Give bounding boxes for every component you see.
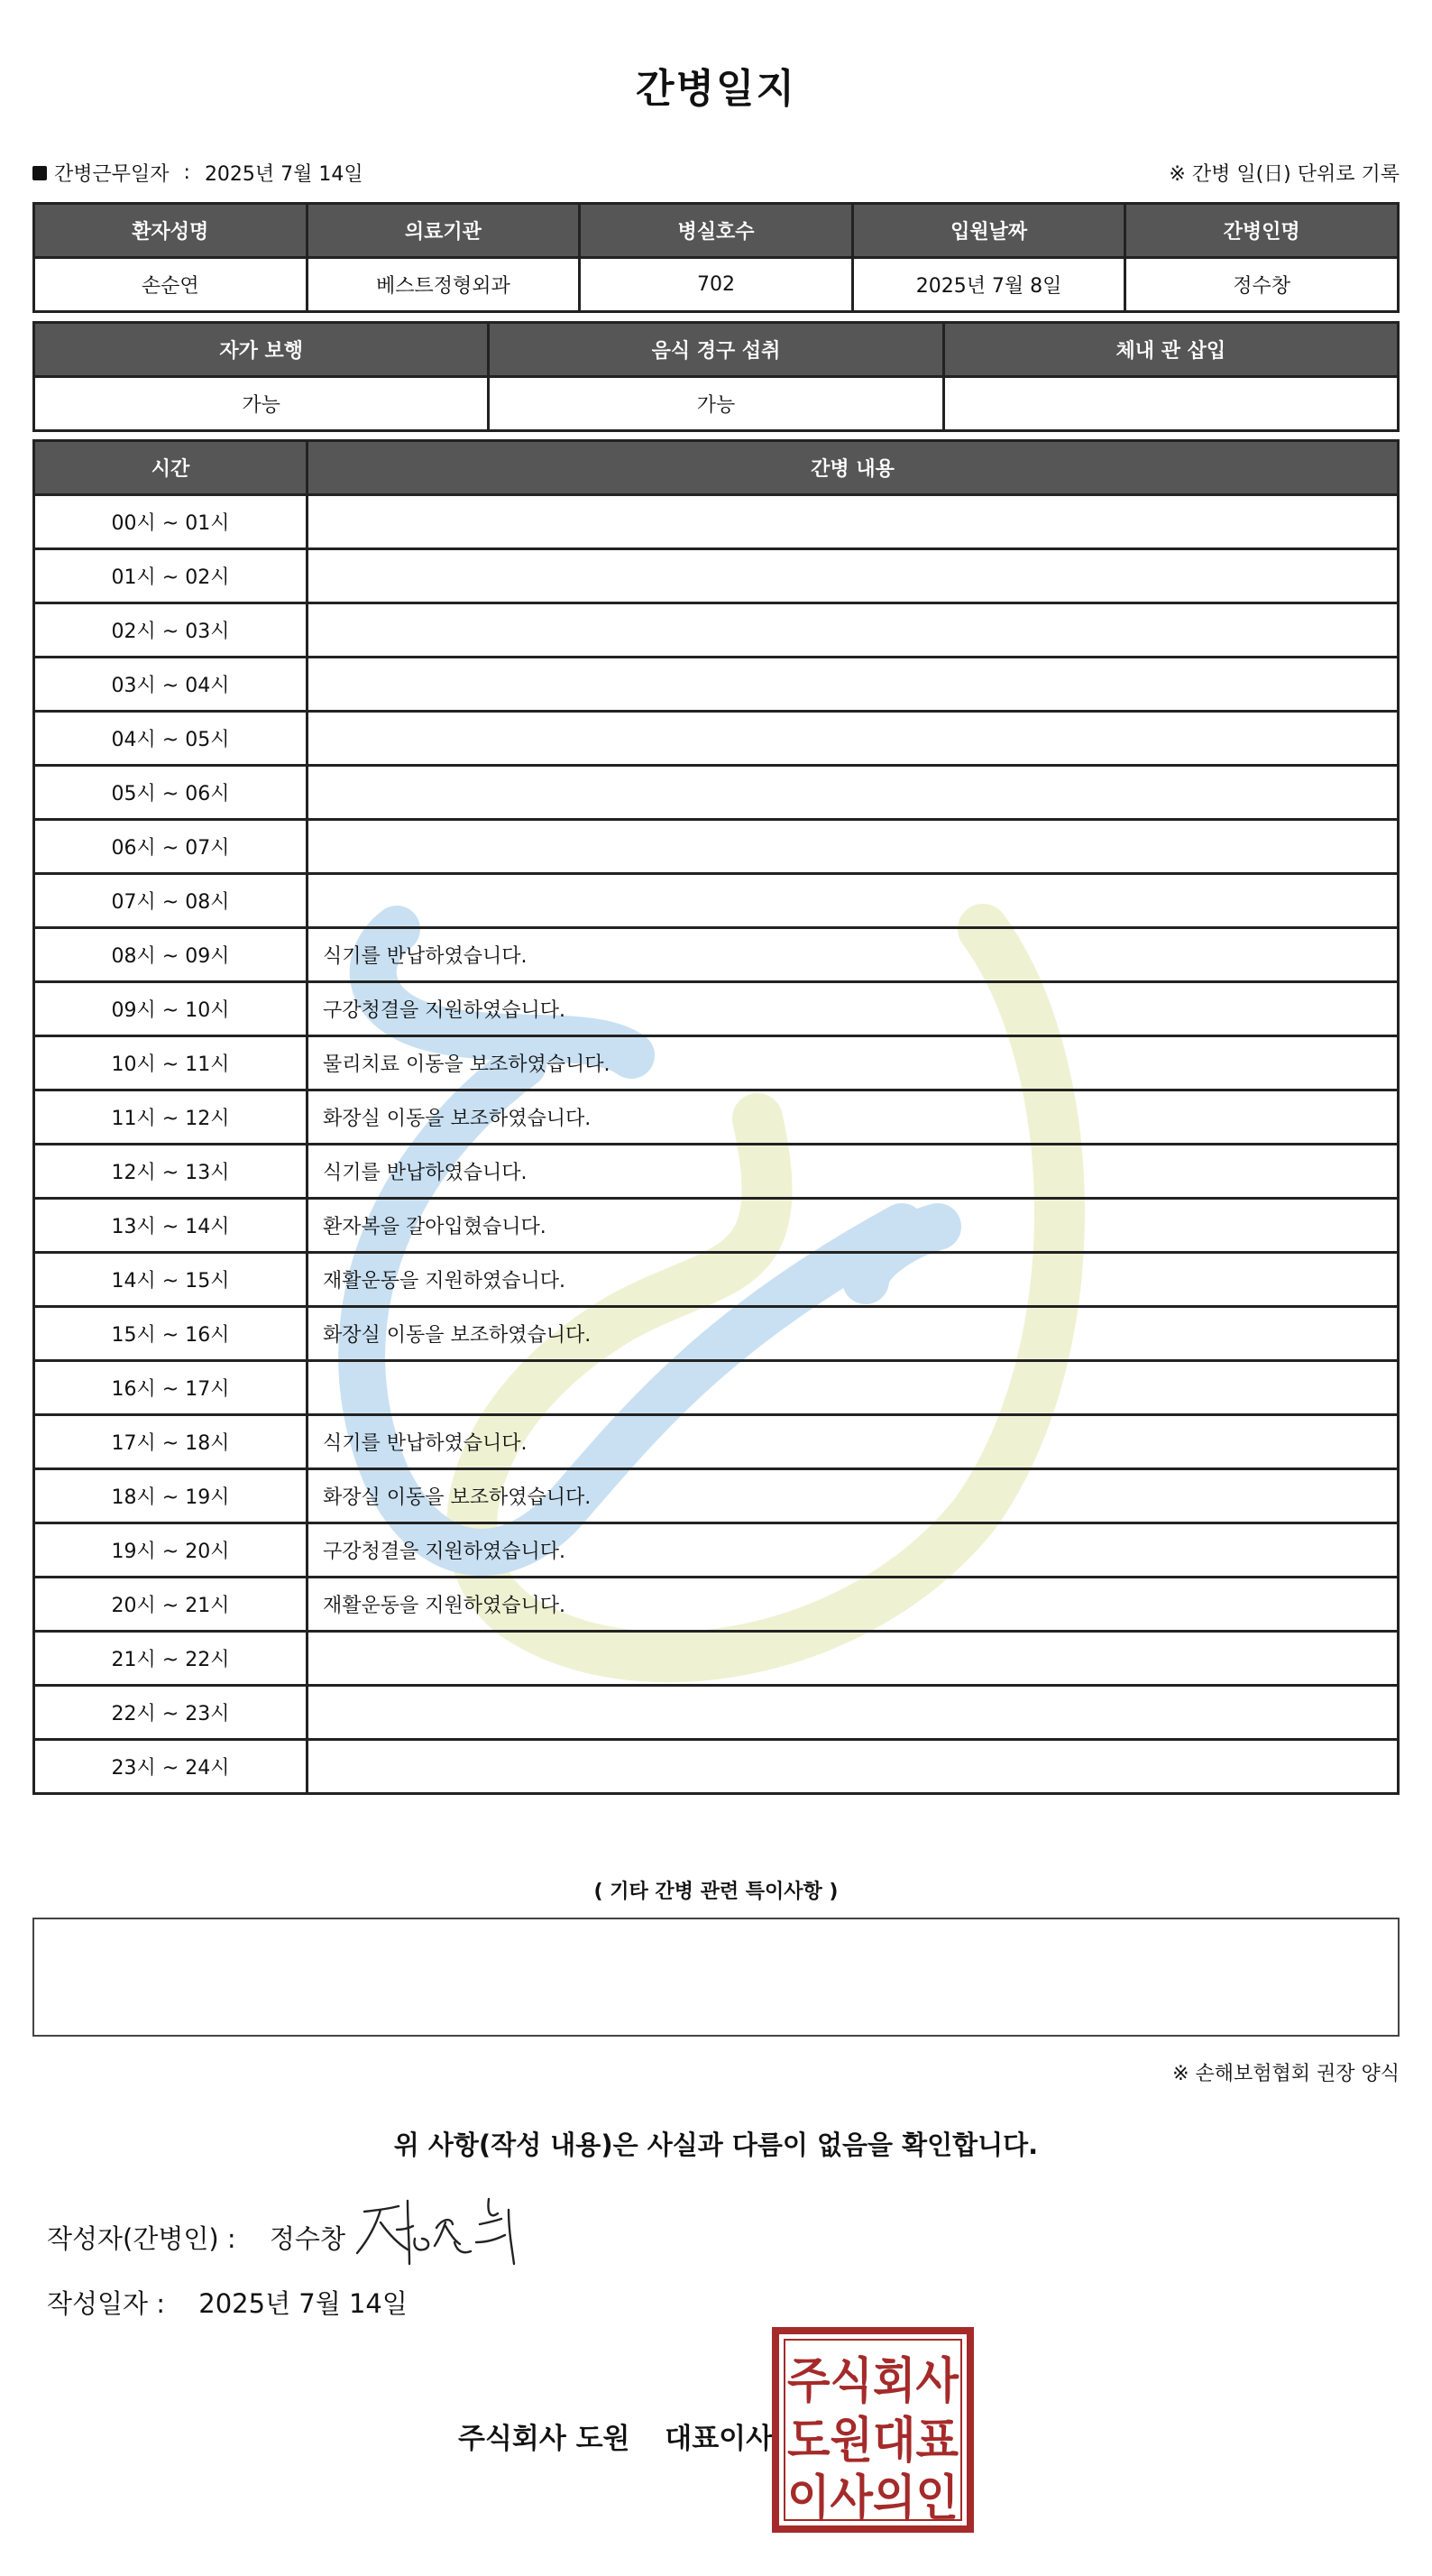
log-time-cell: 00시 ~ 01시 <box>34 495 308 549</box>
log-time-cell: 01시 ~ 02시 <box>34 549 308 603</box>
table-row <box>34 766 1399 820</box>
unit-note: ※ 간병 일(日) 단위로 기록 <box>1169 163 1400 186</box>
table-row <box>34 1740 1399 1794</box>
hospital-header: 의료기관 <box>307 204 580 258</box>
room-number-header: 병실호수 <box>580 204 853 258</box>
log-content-cell: 구강청결을 지원하였습니다. <box>308 982 1399 1036</box>
log-time-cell: 22시 ~ 23시 <box>34 1686 308 1740</box>
log-content-cell <box>308 549 1399 603</box>
log-time-cell: 04시 ~ 05시 <box>34 712 308 766</box>
notes-title: ( 기타 간병 관련 특이사항 ) <box>593 1881 839 1903</box>
patient-table-value-row <box>34 258 1399 312</box>
work-date <box>32 159 363 187</box>
log-time-cell: 21시 ~ 22시 <box>34 1632 308 1686</box>
log-content-cell: 화장실 이동을 보조하였습니다. <box>308 1090 1399 1145</box>
table-row <box>34 1361 1399 1415</box>
log-content-cell: 화장실 이동을 보조하였습니다. <box>308 1307 1399 1361</box>
table-row <box>34 495 1399 549</box>
table-row <box>34 658 1399 712</box>
patient-table <box>32 202 1400 313</box>
table-row <box>34 1632 1399 1686</box>
room-number: 702 <box>580 258 853 312</box>
writer-line <box>47 2219 345 2256</box>
table-row <box>34 1686 1399 1740</box>
work-date-value: 2025년 7월 14일 <box>204 163 363 186</box>
log-content-cell <box>308 820 1399 874</box>
status-table-header-row <box>34 323 1399 377</box>
log-content-cell: 환자복을 갈아입혔습니다. <box>308 1199 1399 1253</box>
self-walking-header: 자가 보행 <box>34 323 489 377</box>
log-time-cell: 09시 ~ 10시 <box>34 982 308 1036</box>
writer-name: 정수창 <box>269 2223 345 2254</box>
table-row <box>34 1578 1399 1632</box>
written-date-value: 2025년 7월 14일 <box>198 2288 408 2319</box>
status-table-value-row <box>34 377 1399 431</box>
log-content-cell: 식기를 반납하였습니다. <box>308 1145 1399 1199</box>
log-time-cell: 14시 ~ 15시 <box>34 1253 308 1307</box>
writer-label: 작성자(간병인) : <box>47 2223 236 2254</box>
care-content-header: 간병 내용 <box>308 441 1399 495</box>
log-time-cell: 20시 ~ 21시 <box>34 1578 308 1632</box>
table-row <box>34 1415 1399 1469</box>
table-row <box>34 603 1399 658</box>
table-row <box>34 1307 1399 1361</box>
tube-insertion-value <box>943 377 1398 431</box>
log-time-cell: 03시 ~ 04시 <box>34 658 308 712</box>
notes-box <box>32 1918 1400 2037</box>
log-content-cell <box>308 712 1399 766</box>
time-header: 시간 <box>34 441 308 495</box>
table-row <box>34 1469 1399 1523</box>
self-walking-value: 가능 <box>34 377 489 431</box>
log-time-cell: 23시 ~ 24시 <box>34 1740 308 1794</box>
work-date-label: 간병근무일자 <box>54 163 170 186</box>
log-content-cell <box>308 1632 1399 1686</box>
status-table <box>32 321 1400 432</box>
admission-date: 2025년 7월 8일 <box>852 258 1125 312</box>
patient-table-header-row <box>34 204 1399 258</box>
table-row <box>34 820 1399 874</box>
log-time-cell: 12시 ~ 13시 <box>34 1145 308 1199</box>
log-time-cell: 15시 ~ 16시 <box>34 1307 308 1361</box>
table-row <box>34 549 1399 603</box>
table-row <box>34 712 1399 766</box>
log-content-cell <box>308 874 1399 928</box>
log-time-cell: 08시 ~ 09시 <box>34 928 308 982</box>
table-row <box>34 1199 1399 1253</box>
log-content-cell: 식기를 반납하였습니다. <box>308 1415 1399 1469</box>
log-time-cell: 05시 ~ 06시 <box>34 766 308 820</box>
care-log-header-row <box>34 441 1399 495</box>
log-content-cell <box>308 1740 1399 1794</box>
company-line <box>458 2415 773 2456</box>
caregiver-name: 정수창 <box>1125 258 1399 312</box>
work-date-separator: : <box>183 161 190 184</box>
page-title: 간병일지 <box>635 66 796 112</box>
log-time-cell: 16시 ~ 17시 <box>34 1361 308 1415</box>
table-row <box>34 928 1399 982</box>
meta-row <box>32 159 1400 188</box>
company-representative: 대표이사 <box>665 2423 774 2455</box>
handwritten-signature <box>353 2186 534 2277</box>
log-content-cell: 재활운동을 지원하였습니다. <box>308 1578 1399 1632</box>
patient-name-header: 환자성명 <box>34 204 308 258</box>
table-row <box>34 1145 1399 1199</box>
table-row <box>34 982 1399 1036</box>
log-content-cell <box>308 766 1399 820</box>
confirmation-statement: 위 사항(작성 내용)은 사실과 다름이 없음을 확인합니다. <box>393 2130 1039 2160</box>
log-content-cell <box>308 658 1399 712</box>
log-time-cell: 06시 ~ 07시 <box>34 820 308 874</box>
hospital-name: 베스트정형외과 <box>307 258 580 312</box>
log-content-cell <box>308 603 1399 658</box>
log-content-cell: 물리치료 이동을 보조하였습니다. <box>308 1036 1399 1090</box>
oral-intake-header: 음식 경구 섭취 <box>489 323 943 377</box>
log-content-cell: 구강청결을 지원하였습니다. <box>308 1523 1399 1578</box>
log-time-cell: 10시 ~ 11시 <box>34 1036 308 1090</box>
log-time-cell: 17시 ~ 18시 <box>34 1415 308 1469</box>
log-content-cell: 화장실 이동을 보조하였습니다. <box>308 1469 1399 1523</box>
seal-line-2: 도원대표 <box>787 2412 959 2469</box>
seal-line-1: 주식회사 <box>787 2352 959 2409</box>
log-time-cell: 02시 ~ 03시 <box>34 603 308 658</box>
table-row <box>34 1036 1399 1090</box>
written-date-label: 작성일자 : <box>47 2288 166 2319</box>
oral-intake-value: 가능 <box>489 377 943 431</box>
caregiver-name-header: 간병인명 <box>1125 204 1399 258</box>
form-note: ※ 손해보험협회 권장 양식 <box>1172 2063 1400 2085</box>
log-content-cell: 재활운동을 지원하였습니다. <box>308 1253 1399 1307</box>
log-content-cell <box>308 1686 1399 1740</box>
table-row <box>34 874 1399 928</box>
table-row <box>34 1090 1399 1145</box>
log-time-cell: 13시 ~ 14시 <box>34 1199 308 1253</box>
square-bullet-icon <box>32 166 47 180</box>
seal-line-3: 이사의인 <box>787 2470 959 2526</box>
log-time-cell: 18시 ~ 19시 <box>34 1469 308 1523</box>
log-time-cell: 07시 ~ 08시 <box>34 874 308 928</box>
tube-insertion-header: 체내 관 삽입 <box>943 323 1398 377</box>
log-time-cell: 19시 ~ 20시 <box>34 1523 308 1578</box>
written-date-line <box>47 2284 408 2321</box>
company-name: 주식회사 도원 <box>458 2423 630 2455</box>
log-content-cell <box>308 495 1399 549</box>
table-row <box>34 1523 1399 1578</box>
log-time-cell: 11시 ~ 12시 <box>34 1090 308 1145</box>
log-content-cell <box>308 1361 1399 1415</box>
patient-name: 손순연 <box>34 258 308 312</box>
log-content-cell: 식기를 반납하였습니다. <box>308 928 1399 982</box>
care-log-table <box>32 439 1400 1795</box>
admission-date-header: 입원날짜 <box>852 204 1125 258</box>
company-seal <box>772 2327 974 2533</box>
table-row <box>34 1253 1399 1307</box>
